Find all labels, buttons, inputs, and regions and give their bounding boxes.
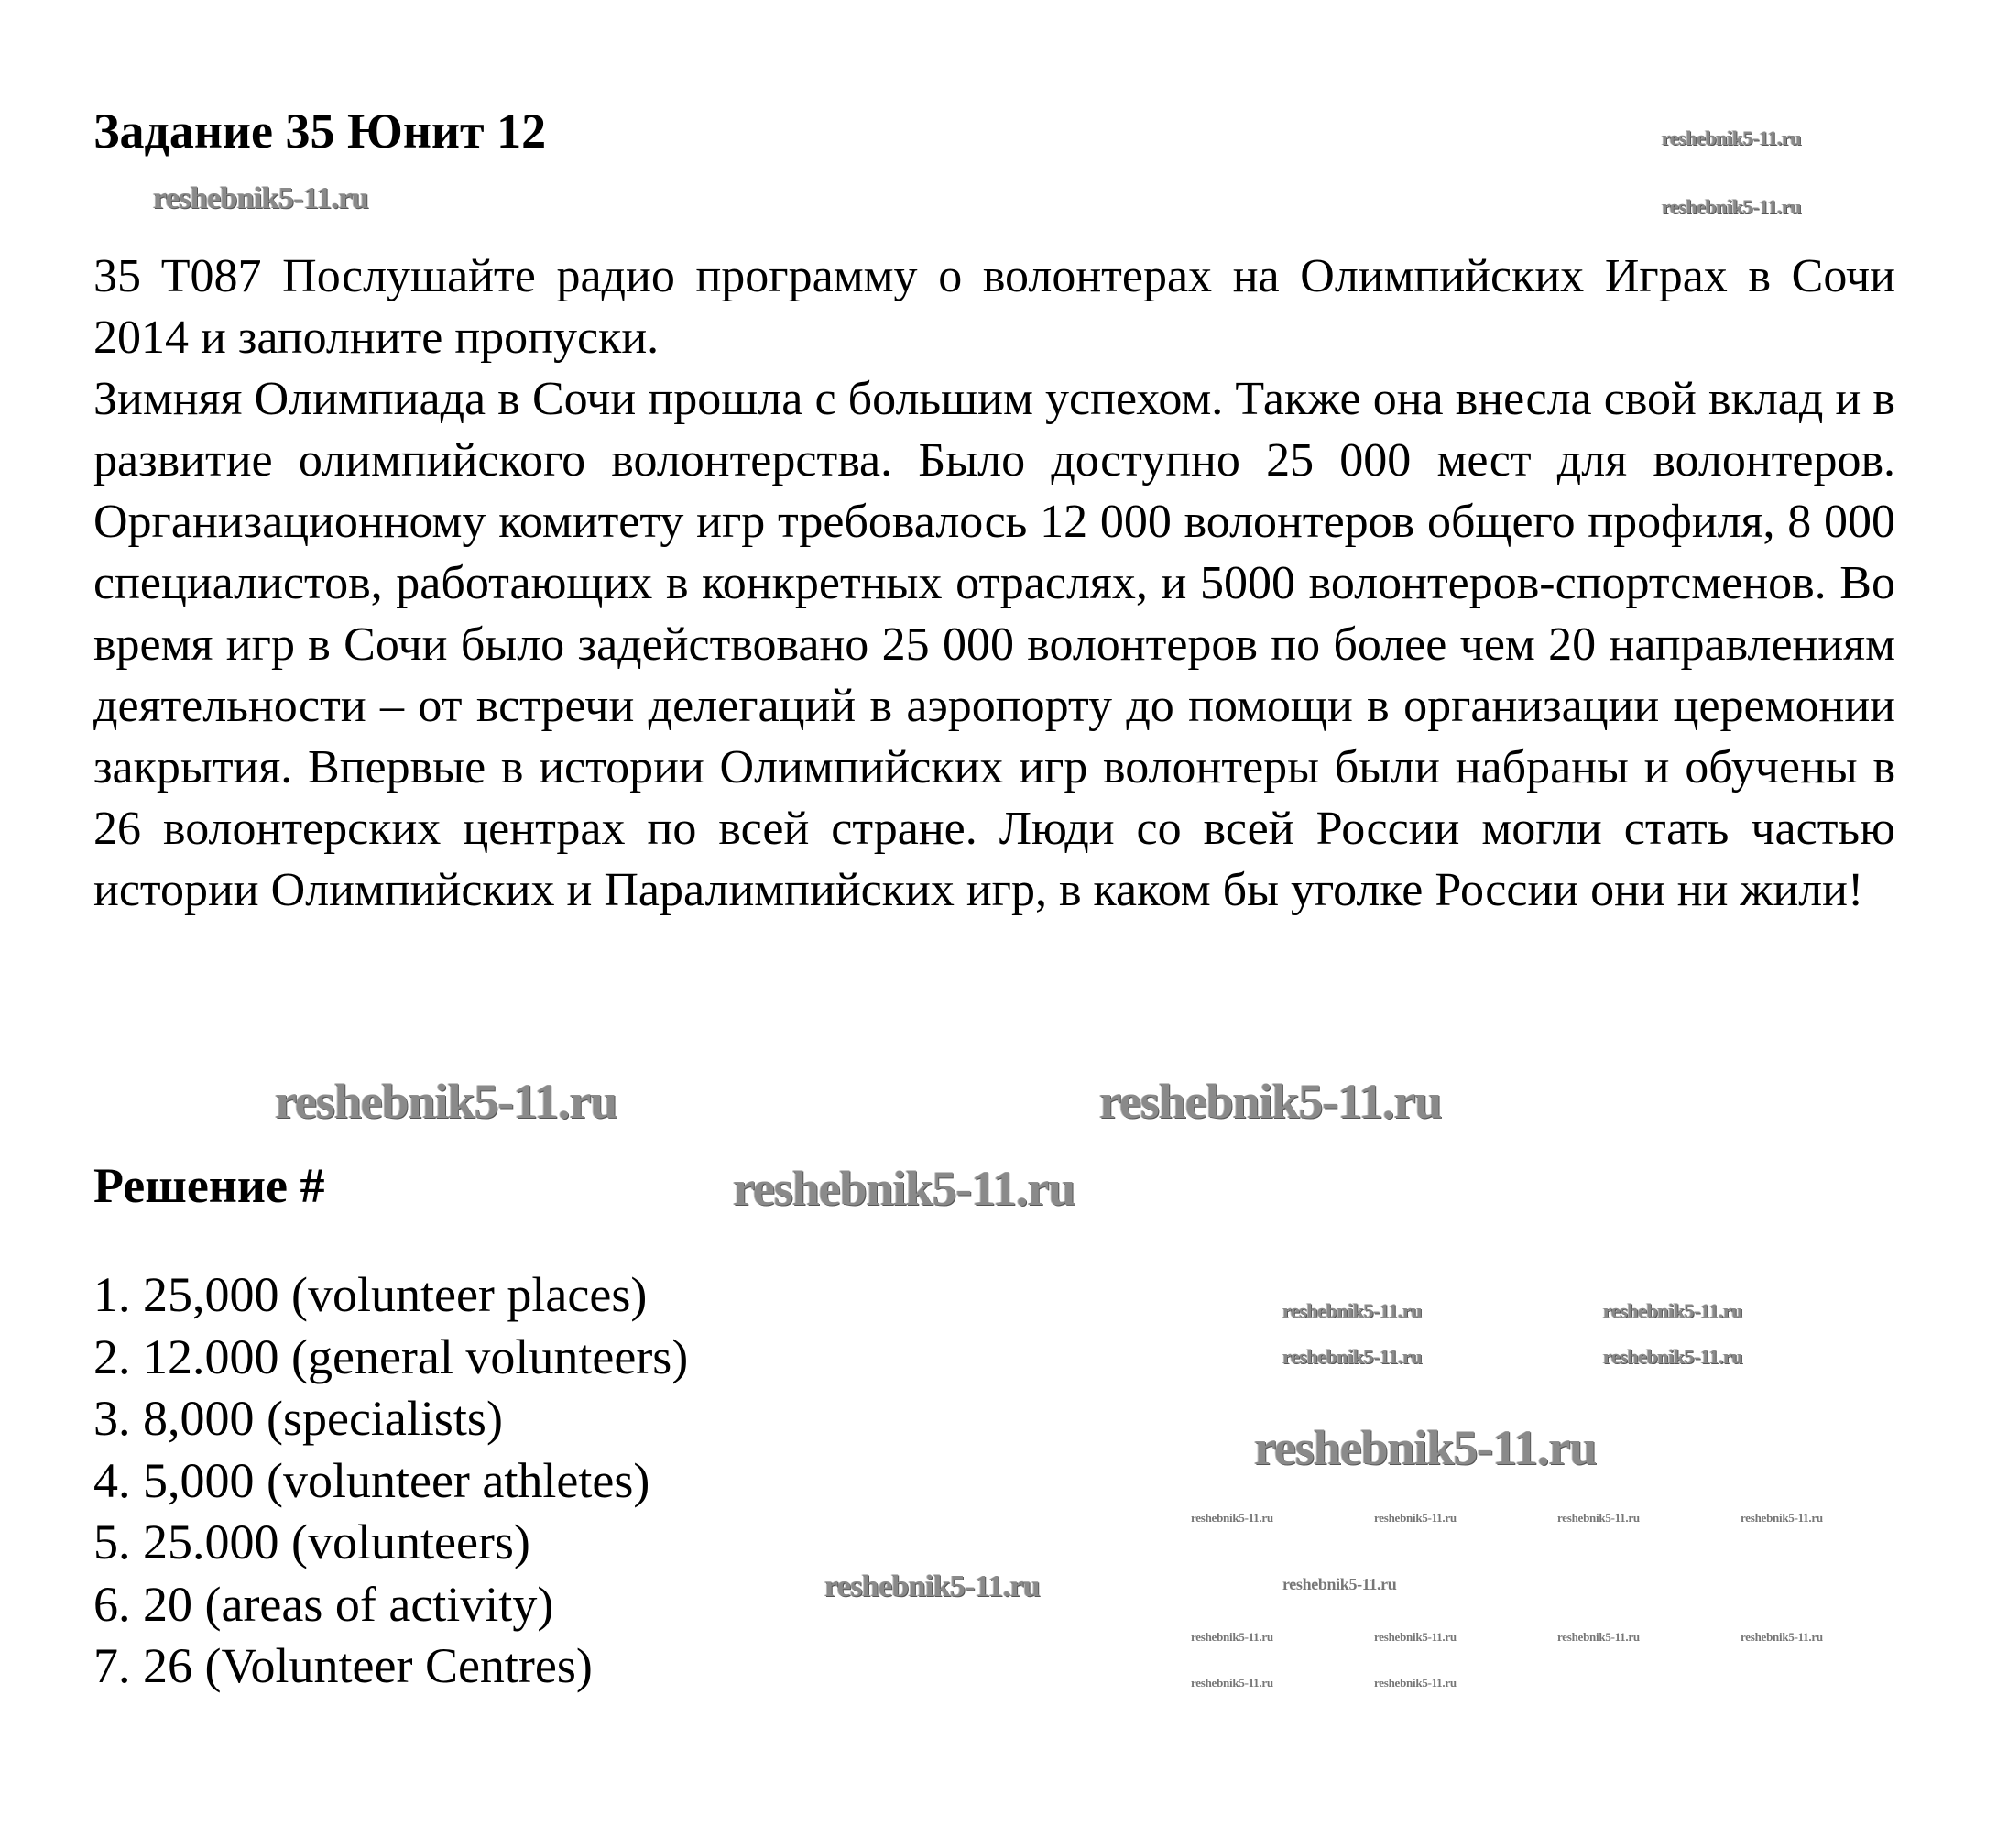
watermark: reshebnik5-11.ru (1282, 1575, 1397, 1593)
task-body (93, 246, 1895, 921)
watermark: reshebnik5-11.ru (1603, 1299, 1743, 1322)
watermark: reshebnik5-11.ru (1374, 1630, 1457, 1644)
answer-item: 5. 25.000 (volunteers) (93, 1514, 530, 1569)
watermark: reshebnik5-11.ru (1557, 1630, 1640, 1644)
answer-item: 6. 20 (areas of activity) (93, 1576, 554, 1632)
watermark: reshebnik5-11.ru (1191, 1511, 1273, 1525)
watermark: reshebnik5-11.ru (1662, 126, 1802, 149)
watermark: reshebnik5-11.ru (1191, 1676, 1273, 1689)
watermark: reshebnik5-11.ru (1374, 1676, 1457, 1689)
watermark: reshebnik5-11.ru (1557, 1511, 1640, 1525)
answer-list (93, 1264, 688, 1698)
answer-item: 1. 25,000 (volunteer places) (93, 1267, 648, 1322)
watermark: reshebnik5-11.ru (1191, 1630, 1273, 1644)
task-text: Зимняя Олимпиада в Сочи прошла с большим успехом. Также она внесла свой вклад и в развитие олимпийского волонтерства. Было доступно 25 000 мест для волонтеров. Организационному комитету игр требовалось 12 000 волонтеров общего профиля, 8 000 специалистов, работающих в конкретных отраслях, и 5000 волонтеров-спортсменов. Во время игр в Сочи было задействовано 25 000 волонтеров по более чем 20 направлениям деятельности – от встречи делегаций в аэропорту до помощи в организации церемонии закрытия. Впервые в истории Олимпийских игр волонтеры были набраны и обучены в 26 волонтерских центрах по всей стране. Люди со всей России могли стать частью истории Олимпийских и Паралимпийских игр, в каком бы уголке России они ни жили! (93, 373, 1895, 916)
watermark: reshebnik5-11.ru (275, 1074, 617, 1129)
watermark: reshebnik5-11.ru (1254, 1420, 1597, 1475)
watermark: reshebnik5-11.ru (824, 1569, 1041, 1603)
page-title: Задание 35 Юнит 12 (93, 104, 547, 159)
watermark: reshebnik5-11.ru (1741, 1630, 1823, 1644)
watermark: reshebnik5-11.ru (1374, 1511, 1457, 1525)
answer-item: 7. 26 (Volunteer Centres) (93, 1638, 593, 1693)
answer-item: 2. 12.000 (general volunteers) (93, 1329, 689, 1384)
watermark: reshebnik5-11.ru (1099, 1074, 1442, 1129)
watermark: reshebnik5-11.ru (1282, 1299, 1423, 1322)
answer-item: 3. 8,000 (specialists) (93, 1391, 503, 1446)
watermark: reshebnik5-11.ru (1282, 1345, 1423, 1368)
task-instruction: 35 T087 Послушайте радио программу о волонтерах на Олимпийских Играх в Сочи 2014 и заполните пропуски. (93, 250, 1895, 364)
watermark: reshebnik5-11.ru (1603, 1345, 1743, 1368)
watermark: reshebnik5-11.ru (733, 1161, 1075, 1216)
watermark: reshebnik5-11.ru (153, 181, 369, 215)
answer-item: 4. 5,000 (volunteer athletes) (93, 1452, 650, 1508)
watermark: reshebnik5-11.ru (1662, 195, 1802, 218)
solution-title: Решение # (93, 1158, 325, 1213)
watermark: reshebnik5-11.ru (1741, 1511, 1823, 1525)
